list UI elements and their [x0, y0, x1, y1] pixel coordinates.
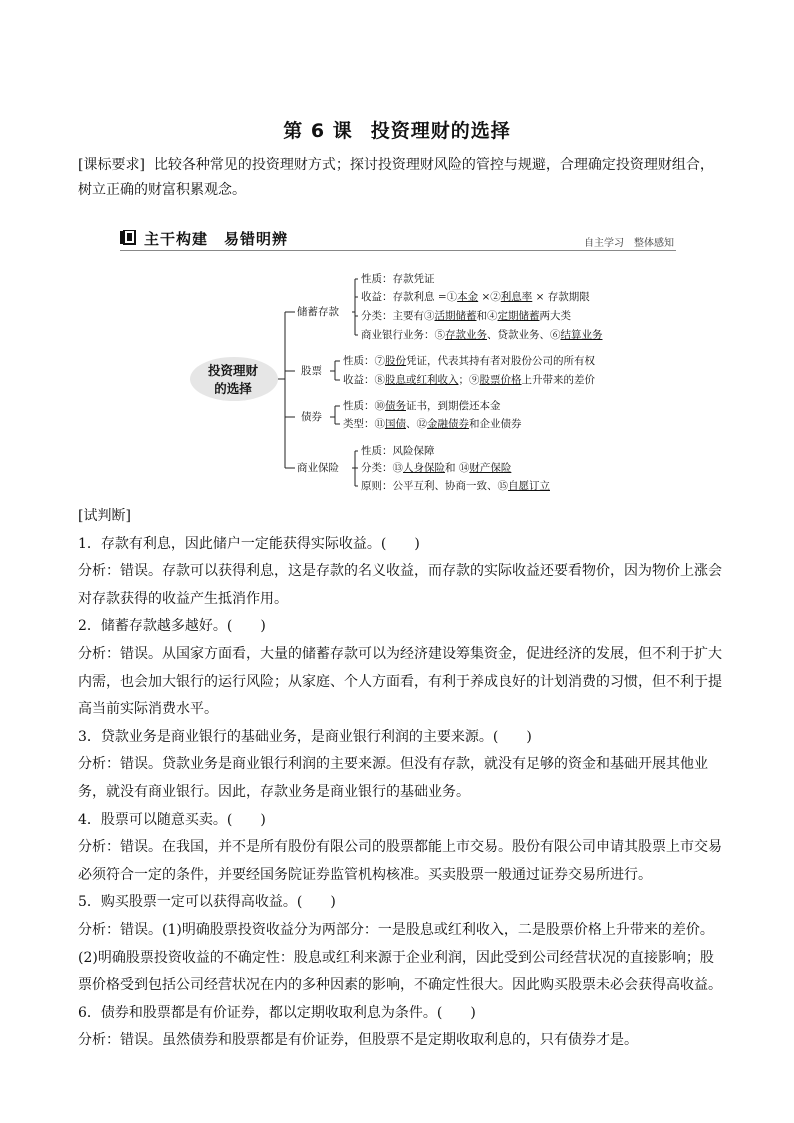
branch-stock: 股票: [301, 365, 322, 377]
quiz-question: 5．购买股票一定可以获得高收益。( ): [78, 894, 336, 911]
quiz-question: 4．股票可以随意买卖。( ): [78, 811, 266, 828]
curriculum-requirement: [78, 153, 722, 203]
bond-types: 类型：⑪国债、⑫金融债券和企业债券: [343, 418, 522, 430]
page-title: [0, 116, 794, 143]
quiz-analysis: 分析：错误。在我国，并不是所有股份有限公司的股票都能上市交易。股份有限公司申请其股票上市交易必须符合一定的条件，并要经国务院证券监管机构核准。买卖股票一般通过证券交易所进行。: [78, 839, 722, 883]
quiz-question: 6．债券和股票都是有价证券，都以定期收取利息为条件。( ): [78, 1004, 476, 1021]
insurance-classification: 分类：⑬人身保险和 ⑭财产保险: [361, 462, 512, 474]
quiz-question: 2．储蓄存款越多越好。( ): [78, 618, 266, 635]
mind-map: [190, 262, 630, 502]
requirement-text: 比较各种常见的投资理财方式；探讨投资理财风险的管控与规避，合理确定投资理财组合，树立正确的财富积累观念。: [78, 157, 714, 198]
quiz-analysis: 分析：错误。贷款业务是商业银行利润的主要来源。但没有存款，就没有足够的资金和基础开展其他业务，就没有商业银行。因此，存款业务是商业银行的基础业务。: [78, 756, 708, 800]
lesson-number: 第 6 课: [283, 120, 353, 142]
section-subtitle: 自主学习 整体感知: [584, 238, 674, 249]
branch-insurance: 商业保险: [297, 462, 339, 474]
requirement-label: [课标要求]: [78, 157, 145, 173]
section-title: 主干构建 易错明辨: [144, 230, 289, 248]
savings-bank-business: 商业银行业务：⑤存款业务、贷款业务、⑥结算业务: [361, 329, 603, 341]
lesson-topic: 投资理财的选择: [370, 120, 511, 142]
stock-nature: 性质：⑦股份凭证，代表其持有者对股份公司的所有权: [343, 355, 595, 367]
insurance-principle: 原则：公平互利、协商一致、⑮自愿订立: [361, 480, 550, 492]
quiz-analysis: 分析：错误。存款可以获得利息，这是存款的名义收益，而存款的实际收益还要看物价，因为物价上涨会对存款获得的收益产生抵消作用。: [78, 563, 722, 607]
bond-nature: 性质：⑩债务证书，到期偿还本金: [343, 400, 501, 412]
quiz-question: 1．存款有利息，因此储户一定能获得实际收益。( ): [78, 535, 420, 552]
judgment-quiz: [78, 503, 722, 1055]
quiz-label: [试判断]: [78, 508, 131, 524]
branch-bond: 债券: [301, 411, 322, 423]
savings-nature: 性质：存款凭证: [361, 273, 435, 285]
savings-income: 收益：存款利息 =①本金 ×②利息率 × 存款期限: [361, 291, 590, 303]
quiz-analysis: 分析：错误。从国家方面看，大量的储蓄存款可以为经济建设筹集资金，促进经济的发展，但不利于扩大内需，也会加大银行的运行风险；从家庭、个人方面看，有利于养成良好的计划消费的习惯，但不利于提高当前实际消费水平。: [78, 645, 722, 718]
savings-classification: 分类：主要有③活期储蓄和④定期储蓄两大类: [361, 310, 571, 322]
branch-savings: 储蓄存款: [297, 306, 339, 318]
stock-income: 收益：⑧股息或红利收入；⑨股票价格上升带来的差价: [343, 374, 595, 386]
mind-map-root: 投资理财 的选择: [207, 363, 258, 396]
quiz-analysis: 分析：错误。(1)明确股票投资收益分为两部分：一是股息或红利收入，二是股票价格上升带来的差价。(2)明确股票投资收益的不确定性：股息或红利来源于企业利润，因此受到公司经营状况的直接影响；股票价格受到包括公司经营状况在内的多种因素的影响，不确定性很大。因此购买股票未必会获得高收益。: [78, 921, 722, 994]
quiz-analysis: 分析：错误。虽然债券和股票都是有价证券，但股票不是定期收取利息的，只有债券才是。: [78, 1032, 638, 1049]
insurance-nature: 性质：风险保障: [361, 445, 435, 457]
section-header: [120, 228, 676, 251]
quiz-question: 3．贷款业务是商业银行的基础业务，是商业银行利润的主要来源。( ): [78, 728, 532, 745]
section-book-icon: [120, 230, 136, 245]
